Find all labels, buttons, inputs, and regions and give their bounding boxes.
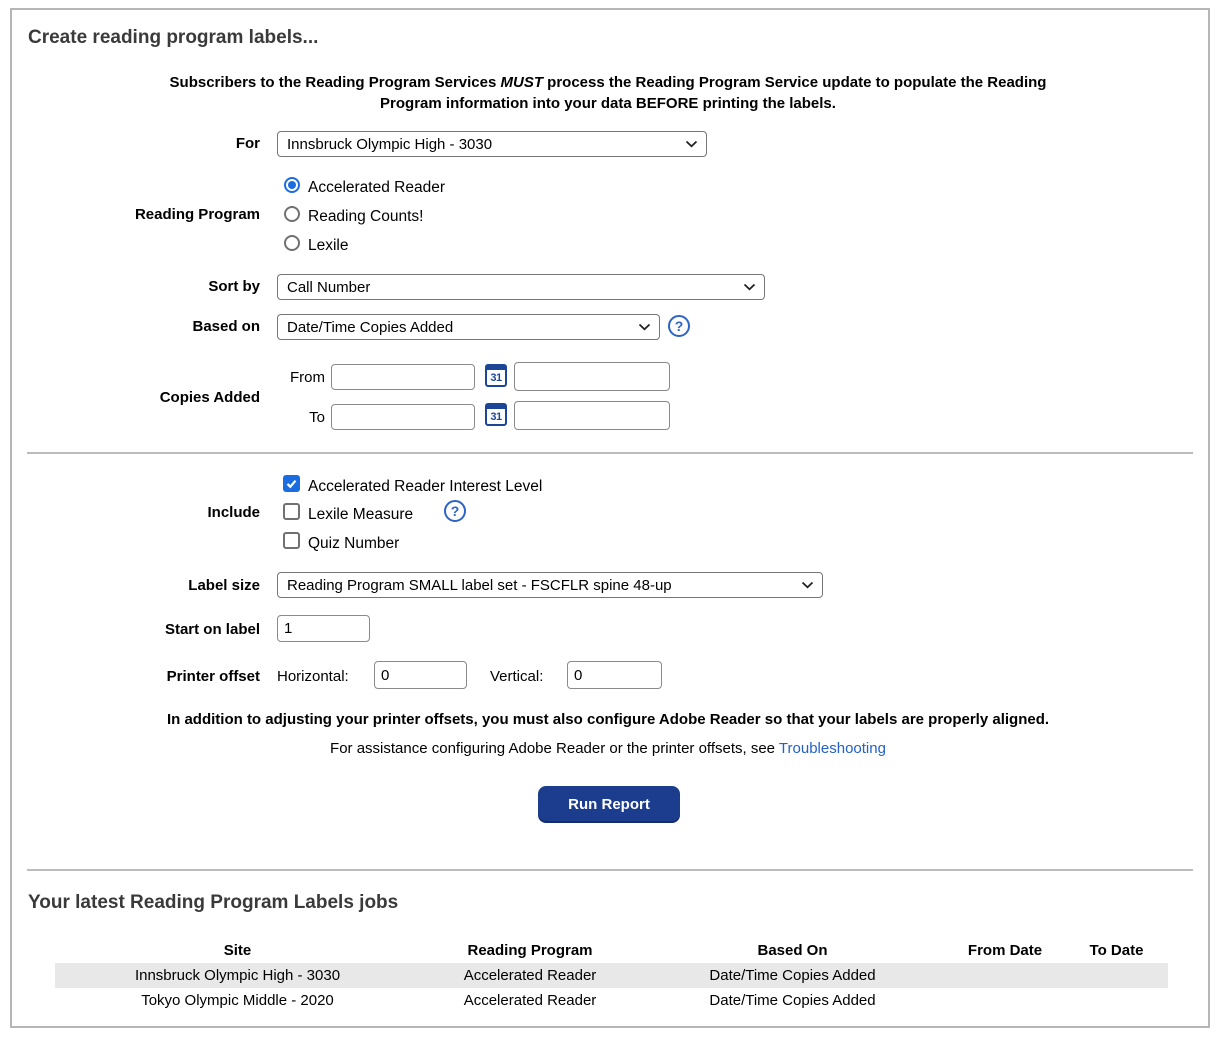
chevron-down-icon (685, 140, 698, 148)
to-time-input[interactable] (514, 401, 670, 430)
radio-button-icon[interactable] (284, 206, 300, 222)
chevron-down-icon (638, 323, 651, 331)
jobs-table-header (55, 937, 1168, 963)
section-divider (27, 452, 1193, 454)
to-label: To (309, 409, 325, 426)
sort-by-select[interactable] (277, 274, 765, 300)
job-site: Tokyo Olympic Middle - 2020 (141, 992, 334, 1009)
job-site: Innsbruck Olympic High - 3030 (134, 967, 341, 984)
vertical-label: Vertical: (490, 668, 544, 685)
job-reading-program: Accelerated Reader (463, 992, 597, 1009)
table-row (55, 963, 1168, 988)
radio-reading-counts[interactable] (284, 206, 300, 227)
radio-reading-counts-label[interactable]: Reading Counts! (308, 208, 424, 225)
sort-by-select-value: Call Number (287, 278, 371, 296)
start-on-label-label: Start on label (164, 621, 260, 638)
horizontal-label: Horizontal: (277, 668, 349, 685)
intro-line2: Program information into your data BEFORE printing the labels. (380, 95, 836, 112)
jobs-table (55, 937, 1168, 1013)
printer-offset-label: Printer offset (166, 668, 260, 685)
sort-by-label: Sort by (208, 278, 260, 295)
vertical-offset-input[interactable] (567, 661, 662, 689)
chevron-down-icon (801, 581, 814, 589)
chevron-down-icon (743, 283, 756, 291)
column-header-to-date: To Date (1089, 941, 1144, 959)
lexile-measure-help-icon[interactable]: ? (444, 500, 466, 522)
checkbox-ar-interest-level-label[interactable]: Accelerated Reader Interest Level (308, 478, 543, 495)
jobs-section-title: Your latest Reading Program Labels jobs (28, 892, 399, 913)
radio-lexile-label[interactable]: Lexile (308, 237, 349, 254)
based-on-select[interactable] (277, 314, 660, 340)
before-emphasis: BEFORE (635, 95, 699, 112)
column-header-site: Site (223, 941, 252, 959)
intro-line1: Subscribers to the Reading Program Services MUST process the Reading Program Service update to populate the Reading (169, 74, 1047, 91)
must-emphasis: MUST (500, 74, 543, 91)
troubleshooting-note: For assistance configuring Adobe Reader or the printer offsets, see Troubleshooting (330, 740, 886, 757)
checkbox-ar-interest-level[interactable] (283, 475, 300, 492)
radio-accelerated-reader-label[interactable]: Accelerated Reader (308, 179, 445, 196)
for-label: For (235, 135, 260, 152)
job-based-on: Date/Time Copies Added (709, 967, 876, 984)
from-calendar-icon[interactable]: 31 (485, 364, 507, 387)
radio-accelerated-reader[interactable] (284, 177, 300, 198)
radio-lexile[interactable] (284, 235, 300, 256)
reading-program-label: Reading Program (134, 206, 260, 223)
label-size-label: Label size (188, 577, 260, 594)
job-reading-program: Accelerated Reader (463, 967, 597, 984)
table-row (55, 988, 1168, 1013)
from-label: From (290, 369, 325, 386)
checkbox-lexile-measure[interactable] (283, 503, 300, 520)
adobe-reader-note: In addition to adjusting your printer offsets, you must also configure Adobe Reader so that your labels are properly aligned. (166, 711, 1050, 728)
from-time-input[interactable] (514, 362, 670, 391)
to-calendar-icon[interactable]: 31 (485, 403, 507, 426)
radio-button-icon[interactable] (284, 235, 300, 251)
checkmark-icon (285, 477, 298, 490)
include-label: Include (207, 504, 260, 521)
based-on-select-value: Date/Time Copies Added (287, 318, 454, 336)
start-on-label-input[interactable] (277, 615, 370, 642)
horizontal-offset-input[interactable] (374, 661, 467, 689)
checkbox-lexile-measure-label[interactable]: Lexile Measure (308, 506, 414, 523)
based-on-help-icon[interactable]: ? (668, 315, 690, 337)
troubleshooting-link[interactable]: Troubleshooting (778, 740, 886, 757)
column-header-reading-program: Reading Program (467, 941, 593, 959)
section-divider (27, 869, 1193, 871)
site-select[interactable] (277, 131, 707, 157)
job-based-on: Date/Time Copies Added (709, 992, 876, 1009)
run-report-button[interactable]: Run Report (538, 786, 680, 823)
checkbox-quiz-number-label[interactable]: Quiz Number (308, 535, 400, 552)
column-header-based-on: Based On (757, 941, 828, 959)
to-date-input[interactable] (331, 404, 475, 430)
based-on-label: Based on (192, 318, 260, 335)
label-size-select[interactable] (277, 572, 823, 598)
label-size-select-value: Reading Program SMALL label set - FSCFLR spine 48-up (287, 576, 672, 594)
column-header-from-date: From Date (967, 941, 1043, 959)
site-select-value: Innsbruck Olympic High - 3030 (287, 135, 493, 153)
checkbox-quiz-number[interactable] (283, 532, 300, 549)
from-date-input[interactable] (331, 364, 475, 390)
intro-text (28, 72, 1188, 114)
radio-button-icon[interactable] (284, 177, 300, 193)
copies-added-label: Copies Added (159, 389, 260, 406)
page-title: Create reading program labels... (28, 27, 319, 48)
